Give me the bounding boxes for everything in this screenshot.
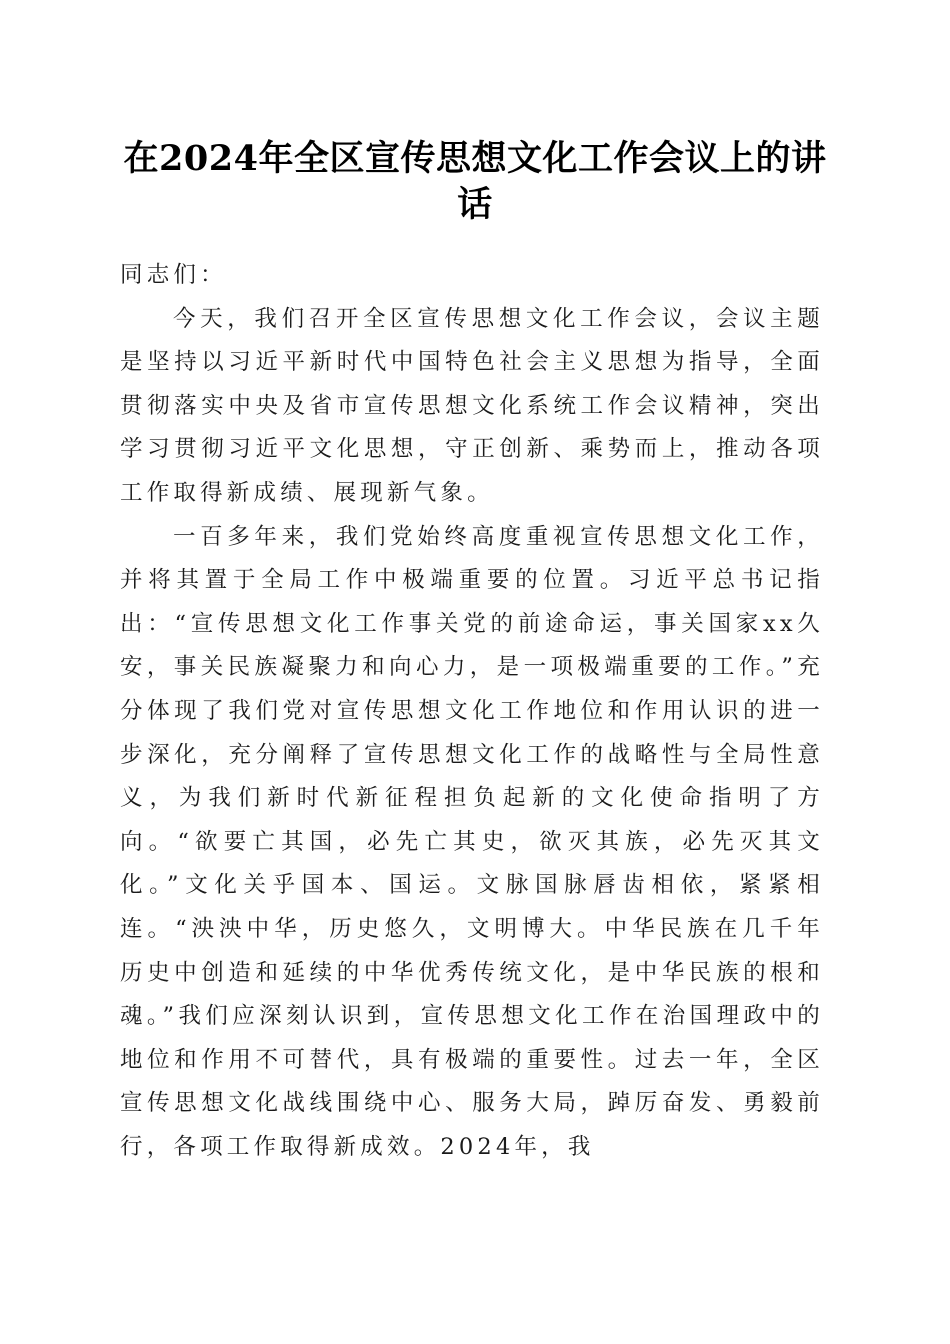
document-title: 在2024年全区宣传思想文化工作会议上的讲话 [123,138,827,225]
salutation: 同志们： [120,262,227,288]
paragraph-2: 一百多年来，我们党始终高度重视宣传思想文化工作，并将其置于全局工作中极端重要的位置。习近平总书记指出：“宣传思想文化工作事关党的前途命运，事关国家xx久安，事关民族凝聚力和向心力，是一项极端重要的工作。”充分体现了我们党对宣传思想文化工作地位和作用认识的进一步深化，充分阐释了宣传思想文化工作的战略性与全局性意义，为我们新时代新征程担负起新的文化使命指明了方向。“欲要亡其国，必先亡其史，欲灭其族，必先灭其文化。”文化关乎国本、国运。文脉国脉唇齿相依，紧紧相连。“泱泱中华，历史悠久，文明博大。中华民族在几千年历史中创造和延续的中华优秀传统文化，是中华民族的根和魂。”我们应深刻认识到，宣传思想文化工作在治国理政中的地位和作用不可替代，具有极端的重要性。过去一年，全区宣传思想文化战线围绕中心、服务大局，踔厉奋发、勇毅前行，各项工作取得新成效。2024年，我 [120,523,824,1160]
paragraph-1: 今天，我们召开全区宣传思想文化工作会议，会议主题是坚持以习近平新时代中国特色社会主义思想为指导，全面贯彻落实中央及省市宣传思想文化系统工作会议精神，突出学习贯彻习近平文化思想，守正创新、乘势而上，推动各项工作取得新成绩、展现新气象。 [120,305,824,506]
document-body [120,254,824,1169]
